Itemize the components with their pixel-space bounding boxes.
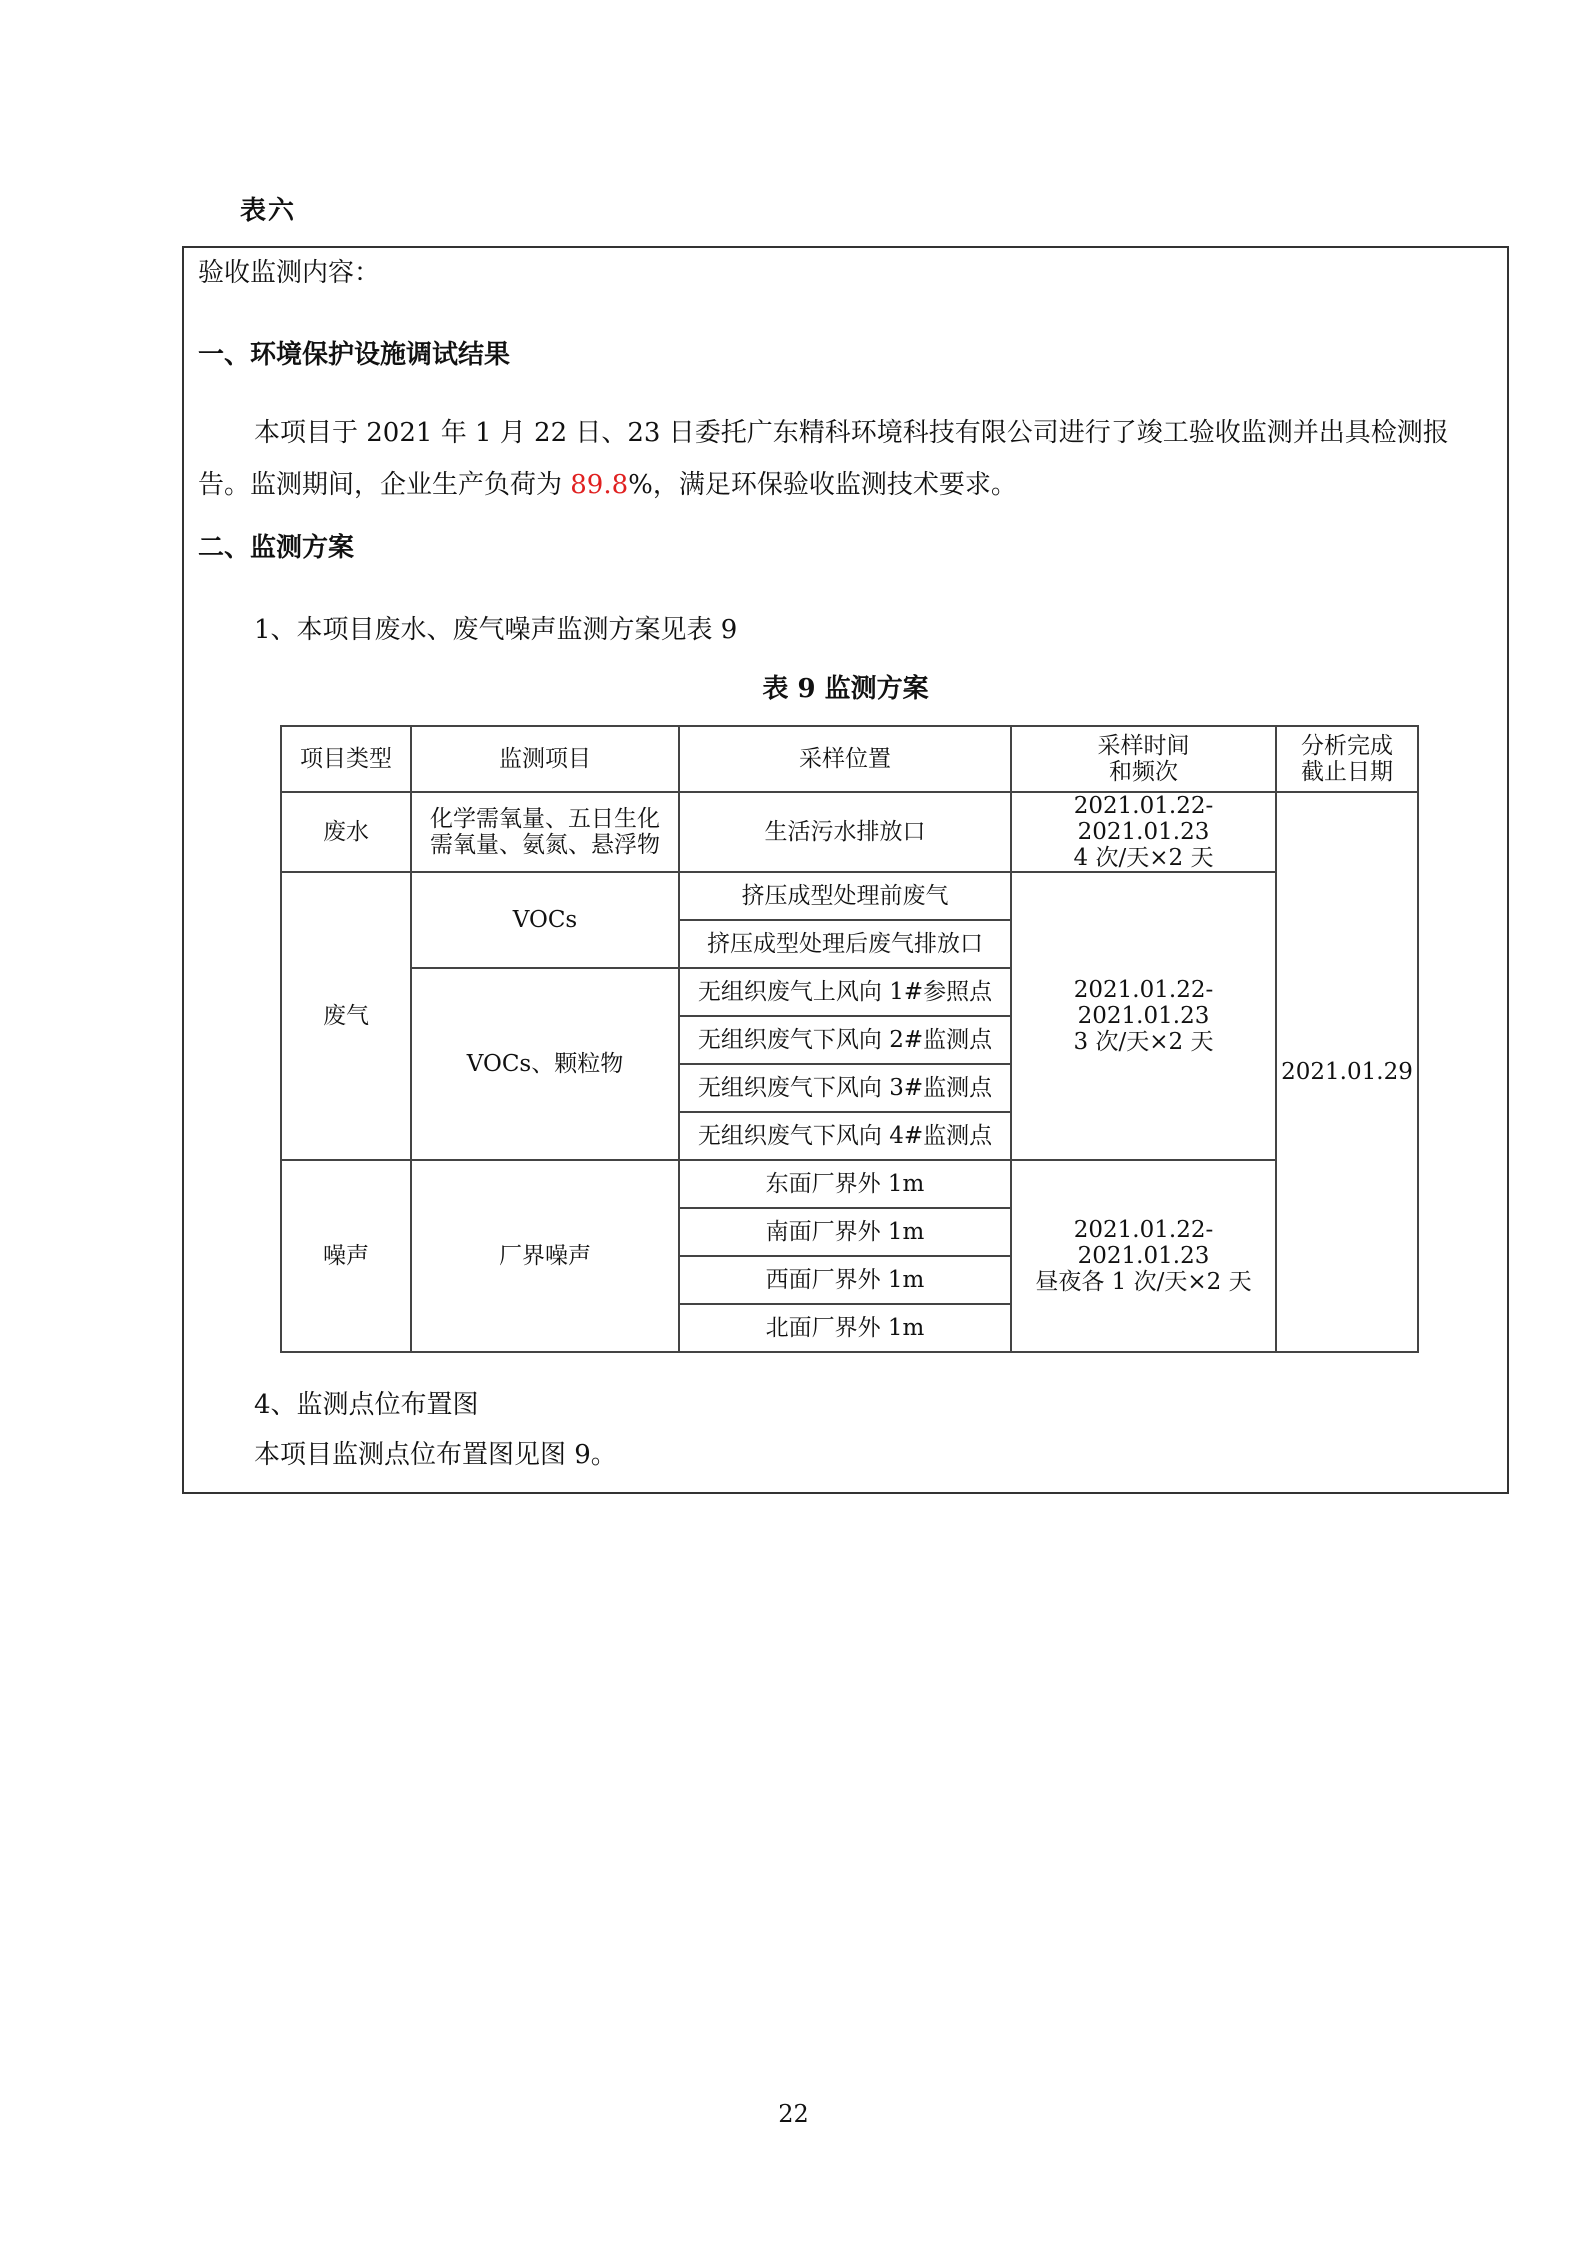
wastewater-time-line1: 2021.01.22-2021.01.23 bbox=[1073, 793, 1214, 845]
page-number: 22 bbox=[778, 2100, 809, 2128]
waste-gas-location: 无组织废气上风向 1#参照点 bbox=[679, 968, 1011, 1016]
table-row bbox=[281, 792, 1418, 872]
header-deadline-line2: 截止日期 bbox=[1301, 759, 1393, 785]
part4-text: 本项目监测点位布置图见图 9。 bbox=[254, 1440, 617, 1470]
wastewater-item-line1: 化学需氧量、五日生化 bbox=[430, 806, 660, 832]
noise-item: 厂界噪声 bbox=[411, 1160, 679, 1352]
noise-location: 西面厂界外 1m bbox=[679, 1256, 1011, 1304]
part4-item: 4、监测点位布置图 bbox=[254, 1390, 479, 1420]
wastewater-item bbox=[411, 792, 679, 872]
waste-gas-location: 无组织废气下风向 4#监测点 bbox=[679, 1112, 1011, 1160]
part1-title: 一、环境保护设施调试结果 bbox=[198, 340, 511, 370]
noise-time bbox=[1011, 1160, 1276, 1352]
header-type: 项目类型 bbox=[281, 726, 411, 792]
part2-title: 二、监测方案 bbox=[198, 533, 355, 563]
wastewater-time-line2: 4 次/天×2 天 bbox=[1073, 845, 1214, 871]
noise-location: 东面厂界外 1m bbox=[679, 1160, 1011, 1208]
waste-gas-item-b: VOCs、颗粒物 bbox=[411, 968, 679, 1160]
noise-type: 噪声 bbox=[281, 1160, 411, 1352]
noise-location: 北面厂界外 1m bbox=[679, 1304, 1011, 1352]
waste-gas-location: 挤压成型处理前废气 bbox=[679, 872, 1011, 920]
wastewater-location: 生活污水排放口 bbox=[679, 792, 1011, 872]
waste-gas-location: 挤压成型处理后废气排放口 bbox=[679, 920, 1011, 968]
part2-item1: 1、本项目废水、废气噪声监测方案见表 9 bbox=[254, 615, 738, 645]
table-row bbox=[281, 872, 1418, 920]
waste-gas-time-line1: 2021.01.22-2021.01.23 bbox=[1073, 977, 1214, 1029]
noise-time-line2: 昼夜各 1 次/天×2 天 bbox=[1035, 1269, 1252, 1295]
noise-time-line1: 2021.01.22-2021.01.23 bbox=[1073, 1217, 1214, 1269]
table-row bbox=[281, 1160, 1418, 1208]
table-caption: 表 9 监测方案 bbox=[762, 674, 929, 704]
table-header-row bbox=[281, 726, 1418, 792]
header-time bbox=[1011, 726, 1276, 792]
noise-location: 南面厂界外 1m bbox=[679, 1208, 1011, 1256]
waste-gas-time-line2: 3 次/天×2 天 bbox=[1073, 1029, 1214, 1055]
waste-gas-time bbox=[1011, 872, 1276, 1160]
wastewater-item-line2: 需氧量、氨氮、悬浮物 bbox=[430, 832, 660, 858]
section-heading: 验收监测内容： bbox=[198, 258, 381, 288]
wastewater-type: 废水 bbox=[281, 792, 411, 872]
part1-paragraph-line1: 本项目于 2021 年 1 月 22 日、23 日委托广东精科环境科技有限公司进行了竣工验收监测并出具检测报 bbox=[254, 418, 1449, 448]
load-text-after: %，满足环保验收监测技术要求。 bbox=[628, 470, 1017, 500]
monitoring-plan-table bbox=[280, 725, 1419, 1353]
waste-gas-item-a: VOCs bbox=[411, 872, 679, 968]
header-location: 采样位置 bbox=[679, 726, 1011, 792]
deadline-cell: 2021.01.29 bbox=[1276, 792, 1418, 1352]
header-time-line2: 和频次 bbox=[1109, 759, 1178, 785]
waste-gas-location: 无组织废气下风向 3#监测点 bbox=[679, 1064, 1011, 1112]
part1-paragraph-line2 bbox=[198, 470, 1017, 500]
load-text-before: 告。监测期间，企业生产负荷为 bbox=[198, 470, 571, 500]
header-item: 监测项目 bbox=[411, 726, 679, 792]
waste-gas-location: 无组织废气下风向 2#监测点 bbox=[679, 1016, 1011, 1064]
table-tag: 表六 bbox=[240, 196, 297, 226]
load-value: 89.8 bbox=[570, 470, 629, 500]
header-deadline bbox=[1276, 726, 1418, 792]
content-frame bbox=[182, 246, 1509, 1494]
wastewater-time bbox=[1011, 792, 1276, 872]
header-deadline-line1: 分析完成 bbox=[1301, 733, 1393, 759]
header-time-line1: 采样时间 bbox=[1097, 733, 1190, 759]
waste-gas-type: 废气 bbox=[281, 872, 411, 1160]
